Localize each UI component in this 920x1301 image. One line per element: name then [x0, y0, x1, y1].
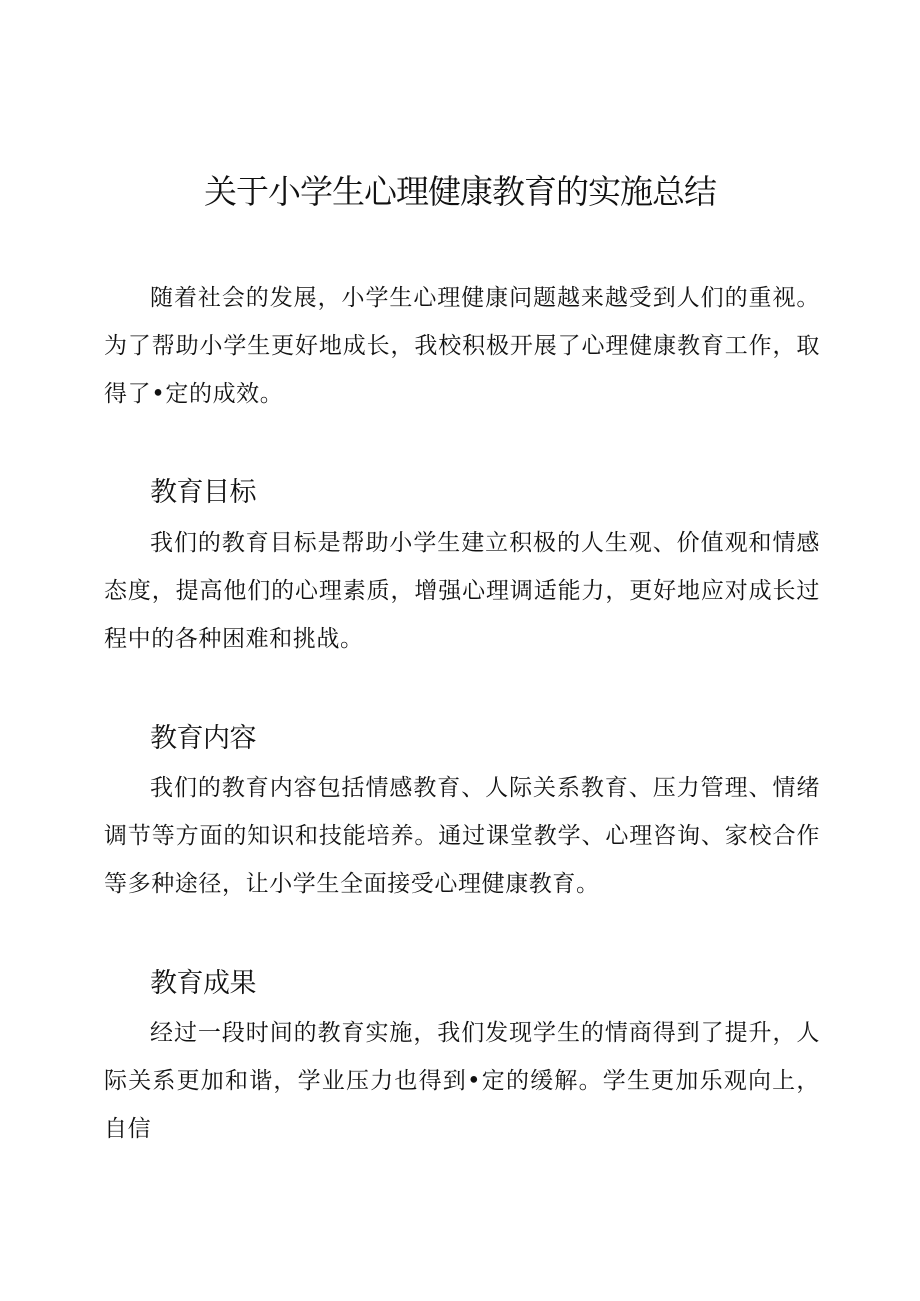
section-heading-content: 教育内容 [150, 723, 256, 754]
section-body-results: 经过一段时间的教育实施，我们发现学生的情商得到了提升，人际关系更加和谐，学业压力也得到•定的缓解。学生更加乐观向上，自信 [104, 1020, 820, 1142]
document-title: 关于小学生心理健康教育的实施总结 [204, 172, 716, 211]
section-heading-goals: 教育目标 [150, 477, 256, 508]
section-heading-results: 教育成果 [150, 968, 256, 999]
section-body-content: 我们的教育内容包括情感教育、人际关系教育、压力管理、情绪调节等方面的知识和技能培养。通过课堂教学、心理咨询、家校合作等多种途径，让小学生全面接受心理健康教育。 [104, 775, 820, 897]
section-body-goals: 我们的教育目标是帮助小学生建立积极的人生观、价值观和情感态度，提高他们的心理素质，增强心理调适能力，更好地应对成长过程中的各种困难和挑战。 [104, 530, 820, 652]
intro-paragraph: 随着社会的发展，小学生心理健康问题越来越受到人们的重视。为了帮助小学生更好地成长，我校积极开展了心理健康教育工作，取得了•定的成效。 [104, 285, 820, 407]
